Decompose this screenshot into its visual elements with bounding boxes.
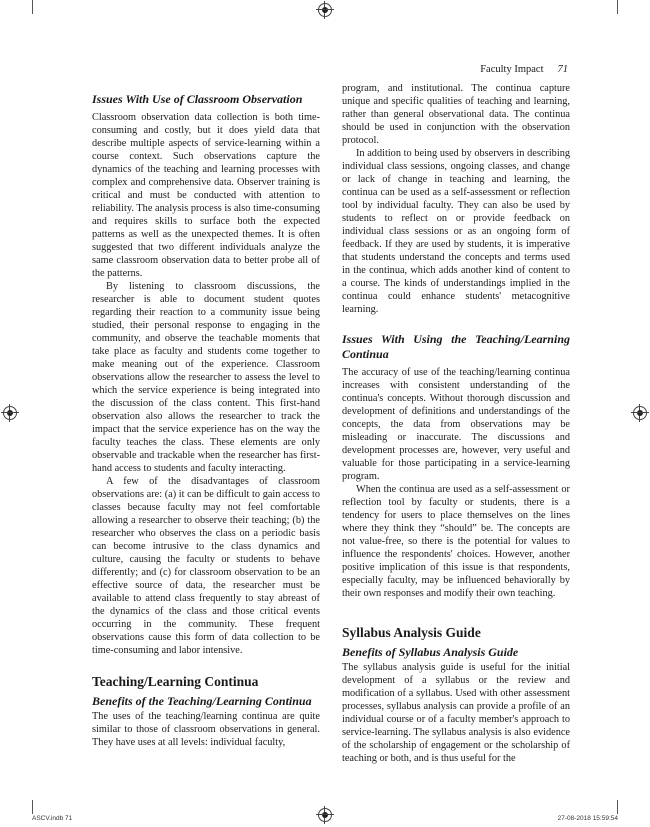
registration-mark-icon bbox=[3, 406, 17, 420]
registration-mark-icon bbox=[318, 3, 332, 17]
crop-mark bbox=[32, 800, 33, 814]
paragraph: program, and institutional. The continua capture unique and specific qualities of teaching and learning, rather than general observational data. The continua should be used in conjunction with the observation protocol. bbox=[342, 83, 570, 146]
registration-mark-icon bbox=[633, 406, 647, 420]
registration-mark-icon bbox=[318, 808, 332, 822]
section-heading: Issues With Use of Classroom Observation bbox=[92, 92, 303, 106]
crop-mark bbox=[617, 800, 618, 814]
paragraph: The syllabus analysis guide is useful for the initial development of a syllabus or the review and modification of a syllabus. Used with other assessment processes, syllabus analysis can provide a profile of an individual course or of a faculty member's approach to service-learning. The syllabus analysis is also evidence of the scholarship of engagement or the scholarship of teaching or both, and is thus useful for the bbox=[342, 662, 570, 764]
left-column bbox=[92, 92, 320, 749]
running-header bbox=[480, 64, 568, 75]
paragraph: When the continua are used as a self-assessment or reflection tool by faculty or students, there is a tendency for users to place themselves on the lines where they think they “should” be. The concepts are not value-free, so there is the potential for values to influence the respondents' choices. However, another positive implication of this issue is that respondents, especially faculty, may be influenced behaviorally by their own responses and modify their own teaching. bbox=[342, 484, 570, 599]
subsection-heading: Benefits of Syllabus Analysis Guide bbox=[342, 645, 519, 659]
paragraph: The uses of the teaching/learning continua are quite similar to those of classroom observations in general. They have uses at all levels: individual faculty, bbox=[92, 711, 320, 748]
crop-mark bbox=[32, 0, 33, 14]
subsection-heading: Benefits of the Teaching/Learning Continua bbox=[92, 694, 312, 708]
paragraph: In addition to being used by observers in describing individual class sessions, ongoing classes, and change or lack of change in teaching and learning, the continua can be used as a self-assessment or reflection tool by individual faculty. They can also be used by students to reflect on or provide feedback on individual class sessions or as an ongoing form of feedback. If they are used by students, it is imperative that students understand the concepts and terms used in the continua, which adds another kind of content to a course. The kinds of understandings implied in the continua could enhance students' metacognitive learning. bbox=[342, 148, 570, 315]
right-column bbox=[342, 82, 570, 765]
print-file-label: ASCV.indb 71 bbox=[32, 815, 73, 822]
paragraph: By listening to classroom discussions, the researcher is able to document student quotes regarding their reaction to a community issue being studied, their personal response to engaging in the community, and observe the teachable moments that take place as faculty and students come together to make meaning out of the experience. Classroom observations allow the researcher to assess the level to which the service experience is being integrated into the discussion of the class content. This first-hand observation also allows the researcher to track the impact that the service experience has on the way the faculty teaches the class. These elements are only observable and trackable when the researcher has first-hand access to students and faculty interacting. bbox=[92, 281, 320, 474]
section-title: Syllabus Analysis Guide bbox=[342, 625, 481, 640]
crop-mark bbox=[617, 0, 618, 14]
paragraph: The accuracy of use of the teaching/learning continua increases with consistent understanding of the continua's concepts. Without thorough discussion and development of definitions and understandings of the concepts, the data from observations may be misleading or inaccurate. The discussions and development processes are, however, very useful and valuable for those participating in a service-learning program. bbox=[342, 367, 570, 482]
section-title: Teaching/Learning Continua bbox=[92, 674, 259, 689]
paragraph: A few of the disadvantages of classroom observations are: (a) it can be difficult to gain access to classes because faculty may not feel comfortable allowing a researcher to observe their teaching; (b) the researcher who observes the class on a periodic basis can become intrusive to the class dynamics and culture, causing the faculty or students to behave differently; and (c) for classroom observation to be an effective source of data, the researcher must be available to attend class frequently to stay abreast of the dynamics of the class and those critical events occurring in the community. These frequent observations cause this form of data collection to be time-consuming and labor intensive. bbox=[92, 476, 320, 656]
running-title: Faculty Impact bbox=[480, 64, 544, 75]
page-number: 71 bbox=[557, 64, 568, 75]
paragraph: Classroom observation data collection is both time-consuming and costly, but it does yield data that describe multiple aspects of service-learning within a course context. Such observations capture the dynamics of the teaching and learning processes with complex and comprehensive data. Observer training is critical and must be conducted with attention to reliability. The analysis process is also time-consuming and requires skills to surface both the expected patterns as well as the unexpected themes. It is often suggested that two different individuals analyze the same classroom observation data to better probe all of the patterns. bbox=[92, 112, 320, 279]
section-heading: Issues With Using the Teaching/Learning Continua bbox=[342, 332, 570, 361]
print-timestamp: 27-08-2018 15:59:54 bbox=[557, 815, 618, 822]
